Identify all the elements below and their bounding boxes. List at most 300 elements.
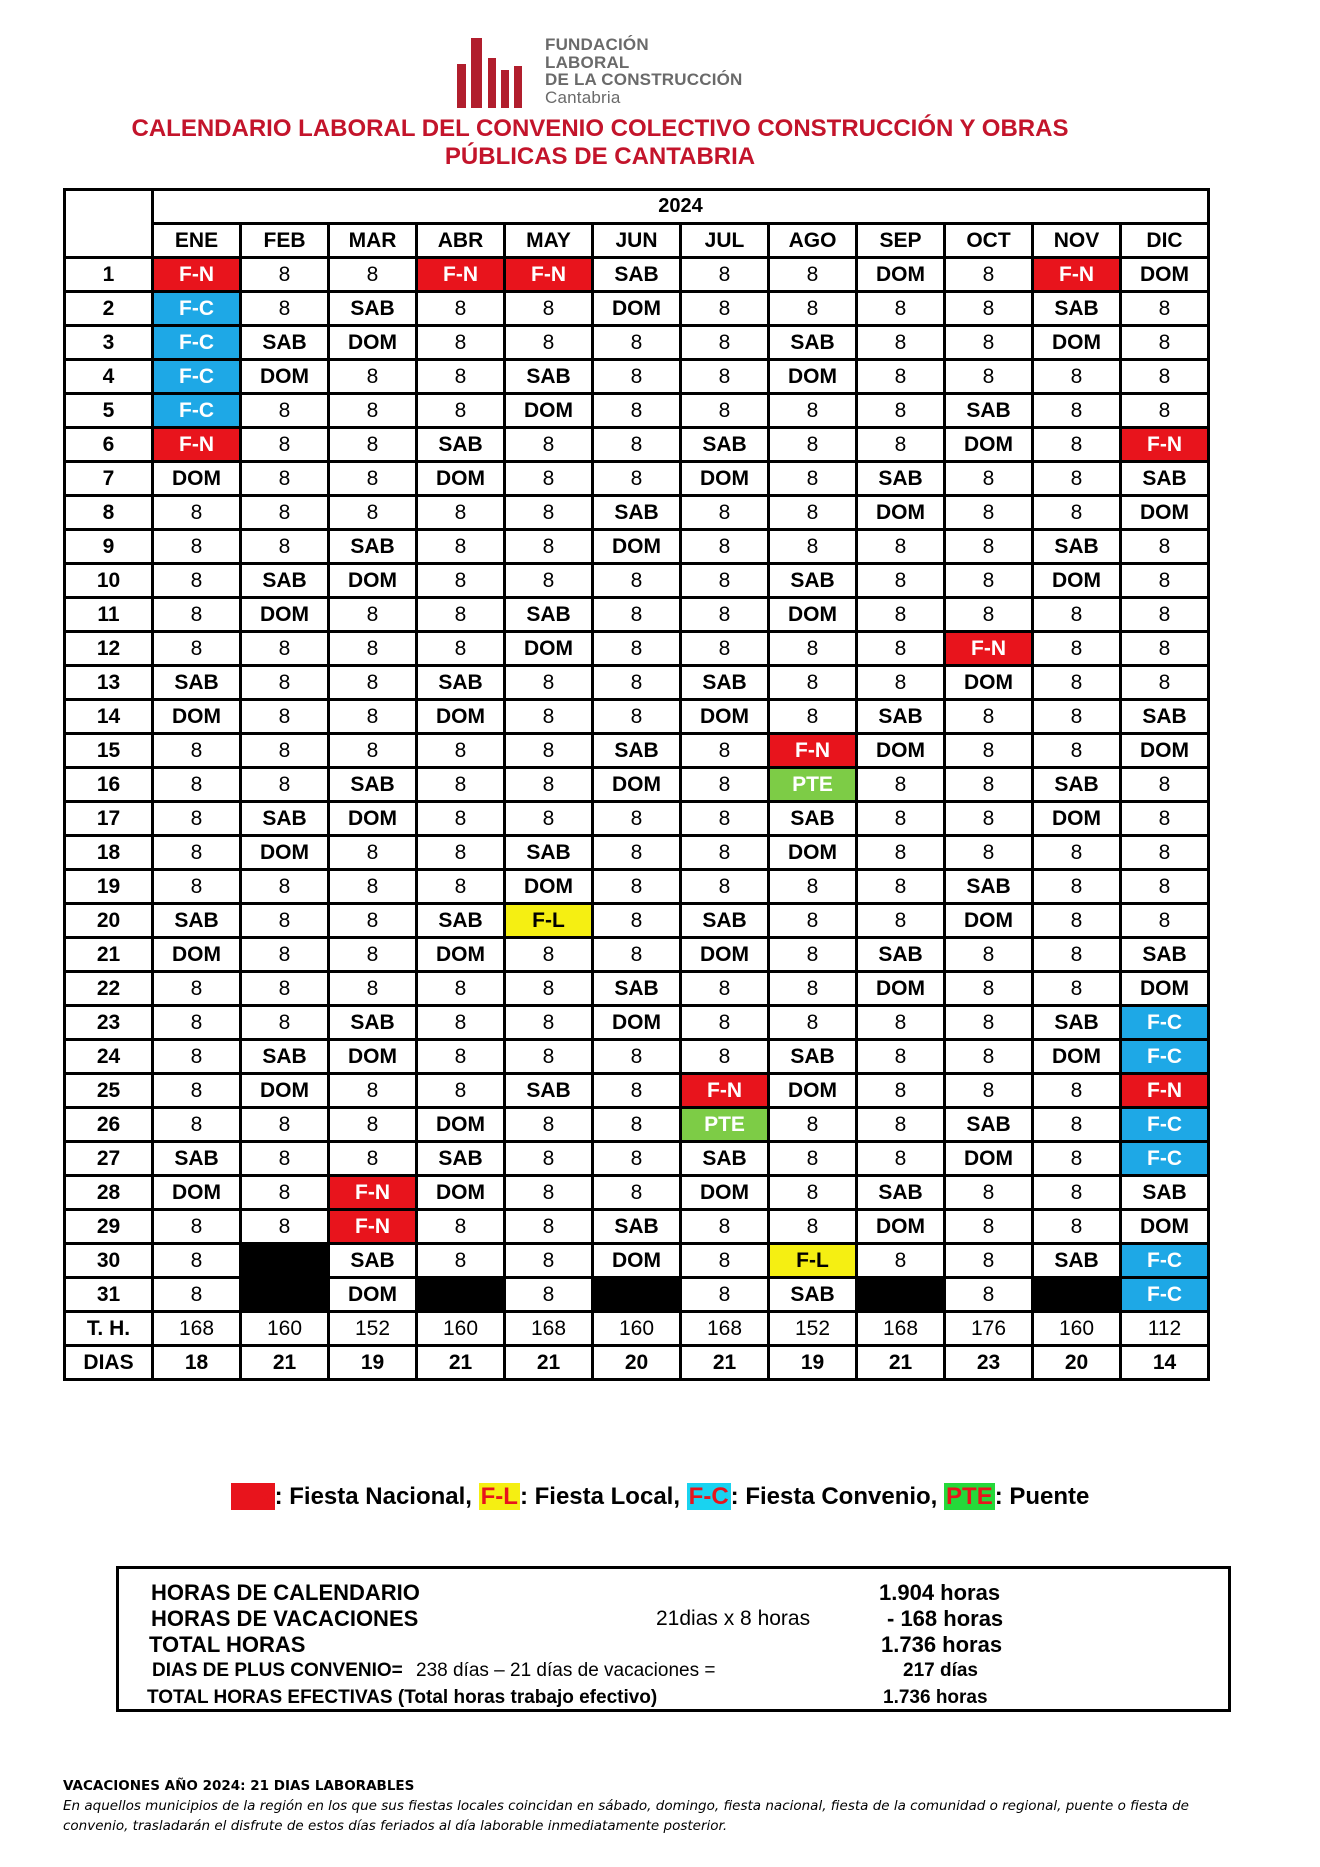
day-cell: 8 (329, 258, 417, 292)
day-cell: SAB (417, 1142, 505, 1176)
legend-text-fl: : Fiesta Local, (519, 1483, 687, 1510)
day-cell: F-N (153, 428, 241, 462)
day-cell: 8 (417, 836, 505, 870)
day-cell: 8 (1033, 1176, 1121, 1210)
day-cell: DOM (945, 1142, 1033, 1176)
day-cell: 8 (153, 734, 241, 768)
day-cell: 8 (945, 258, 1033, 292)
day-cell: SAB (593, 972, 681, 1006)
day-cell: 8 (153, 1244, 241, 1278)
table-row (65, 632, 1209, 666)
day-cell: 8 (593, 360, 681, 394)
day-cell: 8 (593, 1176, 681, 1210)
day-cell: 8 (153, 496, 241, 530)
day-cell: 8 (945, 598, 1033, 632)
day-cell: 8 (945, 360, 1033, 394)
table-row (65, 530, 1209, 564)
day-number: 1 (65, 258, 153, 292)
table-row (65, 700, 1209, 734)
day-cell: DOM (1121, 496, 1209, 530)
month-header-sep: SEP (857, 224, 945, 258)
day-cell (241, 1278, 329, 1312)
day-cell: SAB (153, 904, 241, 938)
day-cell: 8 (769, 496, 857, 530)
day-cell: 8 (153, 972, 241, 1006)
day-number: 10 (65, 564, 153, 598)
day-cell: 8 (857, 836, 945, 870)
day-cell: 8 (681, 870, 769, 904)
day-cell: 8 (329, 1142, 417, 1176)
day-cell: F-C (1121, 1108, 1209, 1142)
day-cell: 8 (1033, 632, 1121, 666)
day-cell: 8 (241, 1210, 329, 1244)
day-cell: SAB (329, 768, 417, 802)
day-cell: 8 (857, 802, 945, 836)
day-cell: 8 (417, 394, 505, 428)
day-cell: 8 (945, 1176, 1033, 1210)
day-cell: 8 (593, 802, 681, 836)
day-cell: 8 (1033, 1108, 1121, 1142)
total-hours-cell: 152 (329, 1312, 417, 1346)
day-cell: DOM (1033, 564, 1121, 598)
day-cell: 8 (1033, 700, 1121, 734)
day-cell: SAB (329, 530, 417, 564)
day-cell: DOM (593, 768, 681, 802)
day-cell: 8 (505, 802, 593, 836)
day-cell: 8 (505, 1040, 593, 1074)
day-cell: 8 (857, 904, 945, 938)
table-row (65, 394, 1209, 428)
day-cell: 8 (505, 428, 593, 462)
day-cell: 8 (769, 632, 857, 666)
day-cell: 8 (945, 564, 1033, 598)
day-cell: SAB (945, 394, 1033, 428)
day-cell: DOM (945, 428, 1033, 462)
total-hours-cell: 160 (417, 1312, 505, 1346)
day-cell: DOM (329, 1278, 417, 1312)
day-cell: 8 (593, 1108, 681, 1142)
day-cell: DOM (417, 1176, 505, 1210)
footer-note-line-2: convenio, trasladarán el disfrute de estos días feriados al día laborable inmediatamente posterior. (63, 1818, 728, 1834)
day-cell: 8 (681, 530, 769, 564)
day-cell: F-N (329, 1176, 417, 1210)
corner-cell (65, 190, 153, 258)
month-header-jul: JUL (681, 224, 769, 258)
day-cell: 8 (681, 836, 769, 870)
day-number: 15 (65, 734, 153, 768)
day-cell: SAB (857, 1176, 945, 1210)
day-cell: 8 (505, 700, 593, 734)
day-cell: SAB (681, 428, 769, 462)
day-cell: PTE (681, 1108, 769, 1142)
day-cell: 8 (241, 666, 329, 700)
total-hours-cell: 160 (593, 1312, 681, 1346)
day-cell: 8 (681, 258, 769, 292)
day-cell: 8 (505, 1210, 593, 1244)
day-cell: 8 (945, 1278, 1033, 1312)
table-row (65, 1244, 1209, 1278)
day-cell: SAB (241, 326, 329, 360)
day-cell: DOM (857, 1210, 945, 1244)
horas-calendario-value: 1.904 horas (879, 1580, 1001, 1605)
day-cell: 8 (417, 870, 505, 904)
day-cell: 8 (857, 1142, 945, 1176)
day-cell: SAB (505, 1074, 593, 1108)
day-number: 11 (65, 598, 153, 632)
day-cell: SAB (505, 836, 593, 870)
day-cell: 8 (857, 1074, 945, 1108)
day-number: 23 (65, 1006, 153, 1040)
day-cell: DOM (417, 1108, 505, 1142)
year-row (65, 190, 1209, 224)
day-number: 17 (65, 802, 153, 836)
logo-bars-icon (455, 36, 535, 112)
table-row (65, 1142, 1209, 1176)
day-cell: 8 (681, 360, 769, 394)
day-number: 4 (65, 360, 153, 394)
day-cell: 8 (505, 972, 593, 1006)
day-cell: 8 (329, 632, 417, 666)
day-cell: 8 (329, 428, 417, 462)
day-cell: 8 (417, 360, 505, 394)
day-cell: DOM (769, 1074, 857, 1108)
table-row (65, 768, 1209, 802)
day-cell: 8 (769, 530, 857, 564)
day-cell: 8 (593, 564, 681, 598)
day-cell: 8 (241, 530, 329, 564)
day-cell: 8 (1121, 326, 1209, 360)
day-cell: 8 (593, 666, 681, 700)
day-cell: 8 (945, 734, 1033, 768)
day-cell: DOM (681, 700, 769, 734)
day-cell: SAB (1033, 768, 1121, 802)
day-cell: 8 (153, 1278, 241, 1312)
day-cell: 8 (329, 598, 417, 632)
day-cell: 8 (769, 1176, 857, 1210)
month-header-jun: JUN (593, 224, 681, 258)
day-cell: F-C (153, 360, 241, 394)
day-number: 27 (65, 1142, 153, 1176)
day-number: 6 (65, 428, 153, 462)
day-cell: 8 (1033, 1142, 1121, 1176)
day-cell: DOM (857, 972, 945, 1006)
total-hours-row (65, 1312, 1209, 1346)
day-cell: 8 (1033, 496, 1121, 530)
day-cell: 8 (241, 870, 329, 904)
day-number: 28 (65, 1176, 153, 1210)
day-cell: 8 (241, 972, 329, 1006)
day-cell: 8 (241, 632, 329, 666)
day-cell: 8 (153, 1108, 241, 1142)
day-cell: 8 (681, 1244, 769, 1278)
day-cell: 8 (593, 632, 681, 666)
day-cell: SAB (1121, 700, 1209, 734)
day-cell: DOM (681, 1176, 769, 1210)
table-row (65, 904, 1209, 938)
day-cell: DOM (1033, 1040, 1121, 1074)
day-cell: 8 (153, 564, 241, 598)
day-cell: 8 (593, 462, 681, 496)
day-cell: 8 (417, 530, 505, 564)
day-cell: 8 (153, 632, 241, 666)
day-cell: 8 (857, 666, 945, 700)
day-cell: 8 (769, 462, 857, 496)
day-cell: 8 (329, 700, 417, 734)
day-cell: 8 (681, 972, 769, 1006)
total-hours-cell: 168 (681, 1312, 769, 1346)
day-cell: 8 (681, 768, 769, 802)
day-cell: SAB (1121, 462, 1209, 496)
day-cell: 8 (417, 734, 505, 768)
day-number: 5 (65, 394, 153, 428)
legend-key-fl: F-L (480, 1483, 518, 1510)
days-cell: 20 (593, 1346, 681, 1380)
day-cell: 8 (1033, 1074, 1121, 1108)
month-header-dic: DIC (1121, 224, 1209, 258)
day-cell: 8 (329, 734, 417, 768)
day-cell: 8 (857, 1006, 945, 1040)
day-cell: 8 (241, 768, 329, 802)
day-cell: 8 (857, 360, 945, 394)
day-cell: DOM (417, 938, 505, 972)
footer-note-line-1: En aquellos municipios de la región en los que sus fiestas locales coincidan en sábado, domingo, fiesta nacional, fiesta de la comunidad o regional, puente o fiesta de (63, 1798, 1189, 1814)
table-row (65, 292, 1209, 326)
day-cell: SAB (417, 904, 505, 938)
legend-key-fc: F-C (688, 1483, 729, 1510)
day-cell: 8 (153, 768, 241, 802)
legend-text-pte: : Puente (994, 1483, 1090, 1510)
day-cell: 8 (417, 802, 505, 836)
day-cell: 8 (1121, 904, 1209, 938)
days-cell: 21 (505, 1346, 593, 1380)
day-cell: 8 (1121, 632, 1209, 666)
table-row (65, 360, 1209, 394)
day-number: 7 (65, 462, 153, 496)
days-cell: 18 (153, 1346, 241, 1380)
day-cell: 8 (1121, 870, 1209, 904)
day-cell: F-L (769, 1244, 857, 1278)
day-cell: DOM (769, 598, 857, 632)
day-cell: 8 (945, 802, 1033, 836)
month-header-may: MAY (505, 224, 593, 258)
day-cell: SAB (593, 496, 681, 530)
day-cell: 8 (857, 768, 945, 802)
day-cell: SAB (505, 598, 593, 632)
days-cell: 23 (945, 1346, 1033, 1380)
day-cell: 8 (945, 1210, 1033, 1244)
day-cell: 8 (241, 462, 329, 496)
day-cell: 8 (681, 394, 769, 428)
day-cell: 8 (417, 564, 505, 598)
day-cell: 8 (857, 292, 945, 326)
total-hours-cell: 168 (153, 1312, 241, 1346)
day-cell: SAB (593, 258, 681, 292)
day-cell: 8 (593, 428, 681, 462)
day-cell: SAB (769, 1040, 857, 1074)
day-cell: 8 (153, 1210, 241, 1244)
day-cell: 8 (153, 802, 241, 836)
day-cell: SAB (153, 1142, 241, 1176)
day-cell: 8 (329, 360, 417, 394)
dias-plus-label: DIAS DE PLUS CONVENIO= (152, 1660, 403, 1681)
day-cell: 8 (153, 1074, 241, 1108)
day-cell: SAB (769, 802, 857, 836)
day-cell: DOM (417, 462, 505, 496)
footer-heading: VACACIONES AÑO 2024: 21 DIAS LABORABLES (63, 1778, 415, 1794)
day-cell: 8 (153, 1040, 241, 1074)
day-cell: SAB (681, 666, 769, 700)
day-cell: SAB (769, 564, 857, 598)
day-number: 20 (65, 904, 153, 938)
total-hours-cell: 152 (769, 1312, 857, 1346)
day-cell: SAB (329, 292, 417, 326)
day-cell: 8 (241, 700, 329, 734)
day-cell: SAB (769, 1278, 857, 1312)
month-header-ene: ENE (153, 224, 241, 258)
day-cell: 8 (945, 1074, 1033, 1108)
day-cell: 8 (241, 1108, 329, 1142)
page-title (60, 115, 1140, 171)
day-cell: SAB (241, 564, 329, 598)
days-cell: 21 (241, 1346, 329, 1380)
day-cell: DOM (857, 734, 945, 768)
day-cell: 8 (417, 972, 505, 1006)
day-cell: 8 (1033, 938, 1121, 972)
day-cell: F-C (1121, 1278, 1209, 1312)
day-cell: SAB (505, 360, 593, 394)
day-cell: 8 (945, 768, 1033, 802)
day-cell: F-N (1121, 1074, 1209, 1108)
day-cell: 8 (1033, 360, 1121, 394)
day-cell: 8 (505, 292, 593, 326)
day-cell: DOM (505, 632, 593, 666)
day-cell: 8 (329, 938, 417, 972)
table-row (65, 666, 1209, 700)
table-row (65, 1040, 1209, 1074)
day-cell: 8 (857, 564, 945, 598)
day-cell: 8 (153, 530, 241, 564)
day-cell: SAB (857, 462, 945, 496)
day-cell: SAB (1033, 292, 1121, 326)
day-cell: 8 (505, 1244, 593, 1278)
day-cell: 8 (945, 292, 1033, 326)
day-cell: F-C (1121, 1006, 1209, 1040)
total-hours-cell: 112 (1121, 1312, 1209, 1346)
days-cell: 19 (769, 1346, 857, 1380)
day-cell: 8 (329, 394, 417, 428)
table-row (65, 564, 1209, 598)
day-cell: SAB (857, 938, 945, 972)
day-cell: 8 (593, 598, 681, 632)
day-cell: 8 (769, 700, 857, 734)
day-cell: PTE (769, 768, 857, 802)
day-cell: 8 (505, 496, 593, 530)
horas-vacaciones-calc: 21dias x 8 horas (656, 1607, 811, 1630)
day-cell: DOM (153, 1176, 241, 1210)
day-cell: 8 (1033, 428, 1121, 462)
day-cell: F-N (1121, 428, 1209, 462)
day-cell: DOM (153, 462, 241, 496)
calendar-table (63, 188, 1210, 1381)
month-header-mar: MAR (329, 224, 417, 258)
table-row (65, 496, 1209, 530)
day-number: 3 (65, 326, 153, 360)
day-cell: F-C (1121, 1244, 1209, 1278)
day-cell: 8 (505, 1278, 593, 1312)
day-cell: 8 (329, 836, 417, 870)
day-cell: 8 (241, 1142, 329, 1176)
day-cell: 8 (857, 530, 945, 564)
day-cell: 8 (681, 734, 769, 768)
table-row (65, 870, 1209, 904)
day-cell: 8 (945, 700, 1033, 734)
day-cell: 8 (857, 1040, 945, 1074)
day-cell: F-N (417, 258, 505, 292)
day-cell: SAB (241, 802, 329, 836)
day-cell: DOM (329, 564, 417, 598)
day-cell: DOM (1121, 972, 1209, 1006)
day-cell (241, 1244, 329, 1278)
day-cell: 8 (593, 904, 681, 938)
day-cell: 8 (681, 564, 769, 598)
day-cell: 8 (1121, 598, 1209, 632)
day-cell: 8 (593, 394, 681, 428)
day-cell: 8 (857, 870, 945, 904)
day-cell: 8 (505, 1108, 593, 1142)
day-cell: DOM (1121, 258, 1209, 292)
day-cell: F-N (681, 1074, 769, 1108)
day-cell: 8 (1033, 666, 1121, 700)
day-cell: 8 (593, 1074, 681, 1108)
day-cell: 8 (945, 938, 1033, 972)
day-cell: 8 (329, 972, 417, 1006)
day-cell: SAB (681, 1142, 769, 1176)
day-cell: 8 (1121, 564, 1209, 598)
total-efectivas-label: TOTAL HORAS EFECTIVAS (Total horas trabajo efectivo) (147, 1687, 658, 1708)
day-number: 29 (65, 1210, 153, 1244)
total-hours-cell: 168 (857, 1312, 945, 1346)
day-cell: 8 (417, 1244, 505, 1278)
days-label: DIAS (65, 1346, 153, 1380)
day-cell: 8 (593, 1142, 681, 1176)
day-cell: 8 (417, 1074, 505, 1108)
day-cell: 8 (417, 1040, 505, 1074)
day-cell: 8 (417, 326, 505, 360)
footer-note (63, 1776, 1263, 1836)
day-cell: SAB (1033, 1244, 1121, 1278)
day-cell: 8 (1033, 1210, 1121, 1244)
day-cell: 8 (681, 1006, 769, 1040)
day-cell: 8 (945, 530, 1033, 564)
day-cell: DOM (769, 836, 857, 870)
day-cell: 8 (857, 598, 945, 632)
day-cell: 8 (681, 292, 769, 326)
day-cell: 8 (945, 1040, 1033, 1074)
day-cell: 8 (857, 1244, 945, 1278)
day-cell: SAB (945, 1108, 1033, 1142)
day-cell: 8 (681, 632, 769, 666)
logo-text (545, 36, 743, 106)
day-cell: 8 (1033, 972, 1121, 1006)
day-number: 30 (65, 1244, 153, 1278)
day-cell: 8 (1033, 462, 1121, 496)
day-cell: 8 (241, 734, 329, 768)
day-cell: DOM (241, 836, 329, 870)
day-cell: 8 (153, 836, 241, 870)
days-row (65, 1346, 1209, 1380)
legend-key-pte: PTE (946, 1483, 993, 1510)
day-cell: DOM (593, 1006, 681, 1040)
